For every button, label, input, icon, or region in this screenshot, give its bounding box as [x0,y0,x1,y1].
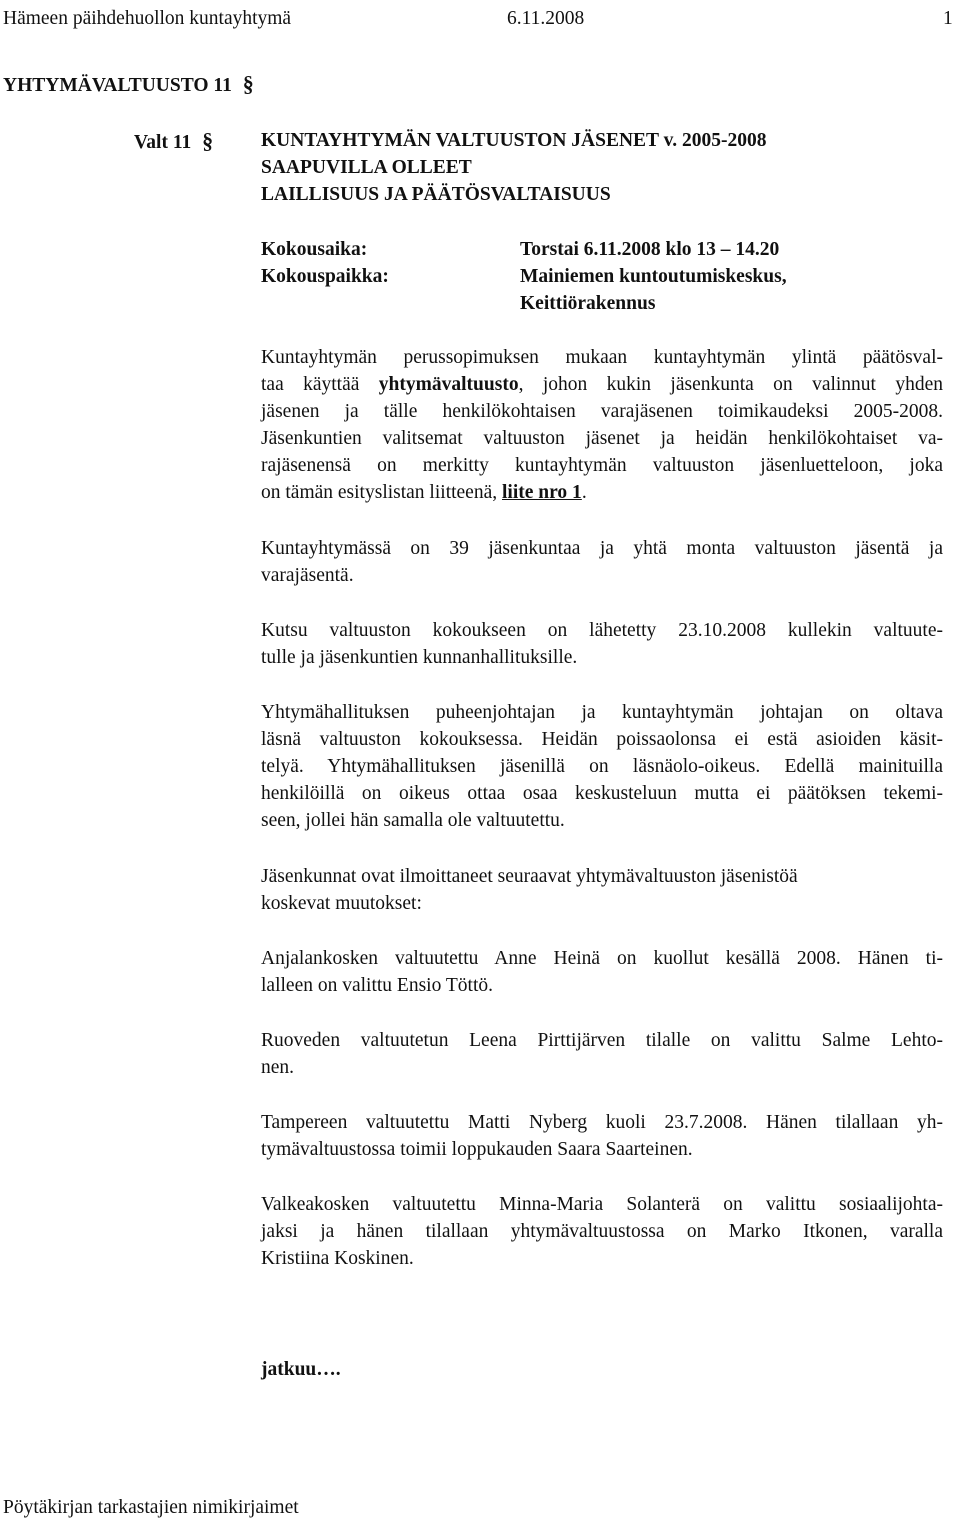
paragraph-8 [261,1109,943,1163]
paragraph-3 [261,617,943,671]
item-reference [134,127,213,156]
paragraph-line: varajäsentä. [261,565,354,586]
section-sign: § [242,71,254,96]
paragraph-1 [261,344,943,506]
paragraph-2 [261,535,943,589]
item-title-line-3: LAILLISUUS JA PÄÄTÖSVALTAISUUS [261,184,611,205]
paragraph-line: Jäsenkuntien valitsemat valtuuston jäsenet ja heidän henkilökohtaiset va- [261,428,943,449]
paragraph-line: rajäsenensä on merkitty kuntayhtymän valtuuston jäsenluetteloon, joka [261,455,943,476]
meeting-place-label: Kokouspaikka: [261,266,389,287]
paragraph-line: Tampereen valtuutettu Matti Nyberg kuoli 23.7.2008. Hänen tilallaan yh- [261,1112,943,1133]
paragraph-line: koskevat muutokset: [261,893,422,914]
paragraph-line: tymävaltuustossa toimii loppukauden Saara Saarteinen. [261,1139,693,1160]
meeting-place-line-1: Mainiemen kuntoutumiskeskus, [520,266,787,287]
header-organization: Hämeen päihdehuollon kuntayhtymä [3,8,292,29]
meeting-time-value: Torstai 6.11.2008 klo 13 – 14.20 [520,239,780,260]
paragraph-line: on tämän esityslistan liitteenä, liite nro 1. [261,482,587,503]
body-term-bold: yhtymävaltuusto [378,374,519,395]
item-title-line-2: SAAPUVILLA OLLEET [261,157,472,178]
paragraph-line: jäsenen ja tälle henkilökohtaisen varajäsenen toimikaudeksi 2005-2008. [261,401,943,422]
paragraph-line: seen, jollei hän samalla ole valtuutettu. [261,810,565,831]
paragraph-7 [261,1027,943,1081]
paragraph-line: Ruoveden valtuutetun Leena Pirttijärven tilalle on valittu Salme Lehto- [261,1030,943,1051]
paragraph-line: Yhtymähallituksen puheenjohtajan ja kuntayhtymän johtajan on oltava [261,702,943,723]
paragraph-line: lalleen on valittu Ensio Töttö. [261,975,493,996]
paragraph-line: Kutsu valtuuston kokoukseen on lähetetty 23.10.2008 kullekin valtuute- [261,620,943,641]
paragraph-line: Kristiina Koskinen. [261,1248,414,1269]
paragraph-line: taa käyttää yhtymävaltuusto, johon kukin jäsenkunta on valinnut yhden [261,374,944,395]
item-ref-label: Valt 11 [134,132,192,153]
item-title-line-1: KUNTAYHTYMÄN VALTUUSTON JÄSENET v. 2005-2008 [261,130,767,151]
paragraph-4 [261,699,943,834]
paragraph-9 [261,1191,943,1272]
meeting-time-label: Kokousaika: [261,239,368,260]
section-title-text: YHTYMÄVALTUUSTO 11 [3,75,232,96]
paragraph-line: nen. [261,1057,295,1078]
paragraph-line: telyä. Yhtymähallituksen jäsenillä on läsnäolo-oikeus. Edellä mainituilla [261,756,943,777]
paragraph-line: Valkeakosken valtuutettu Minna-Maria Solanterä on valittu sosiaalijohta- [261,1194,943,1215]
header-date: 6.11.2008 [507,8,585,29]
item-ref-sign: § [202,128,214,153]
paragraph-line: tulle ja jäsenkuntien kunnanhallituksille. [261,647,578,668]
paragraph-line: Anjalankosken valtuutettu Anne Heinä on kuollut kesällä 2008. Hänen ti- [261,948,943,969]
meeting-place-line-2: Keittiörakennus [520,293,656,314]
paragraph-line: Kuntayhtymässä on 39 jäsenkuntaa ja yhtä monta valtuuston jäsentä ja [261,538,943,559]
footer-initials-label: Pöytäkirjan tarkastajien nimikirjaimet [3,1497,299,1518]
section-title [3,70,254,99]
paragraph-line: läsnä valtuuston kokouksessa. Heidän poissaolonsa ei estä asioiden käsit- [261,729,943,750]
continued-marker: jatkuu…. [261,1359,341,1380]
page-number: 1 [943,8,953,29]
paragraph-5 [261,863,943,917]
paragraph-line: Jäsenkunnat ovat ilmoittaneet seuraavat yhtymävaltuuston jäsenistöä [261,866,798,887]
paragraph-line: jaksi ja hänen tilallaan yhtymävaltuustossa on Marko Itkonen, varalla [261,1221,943,1242]
paragraph-6 [261,945,943,999]
paragraph-line: henkilöillä on oikeus ottaa osaa keskusteluun mutta ei päätöksen tekemi- [261,783,943,804]
paragraph-line: Kuntayhtymän perussopimuksen mukaan kuntayhtymän ylintä päätösval- [261,347,943,368]
attachment-reference: liite nro 1 [502,482,582,503]
